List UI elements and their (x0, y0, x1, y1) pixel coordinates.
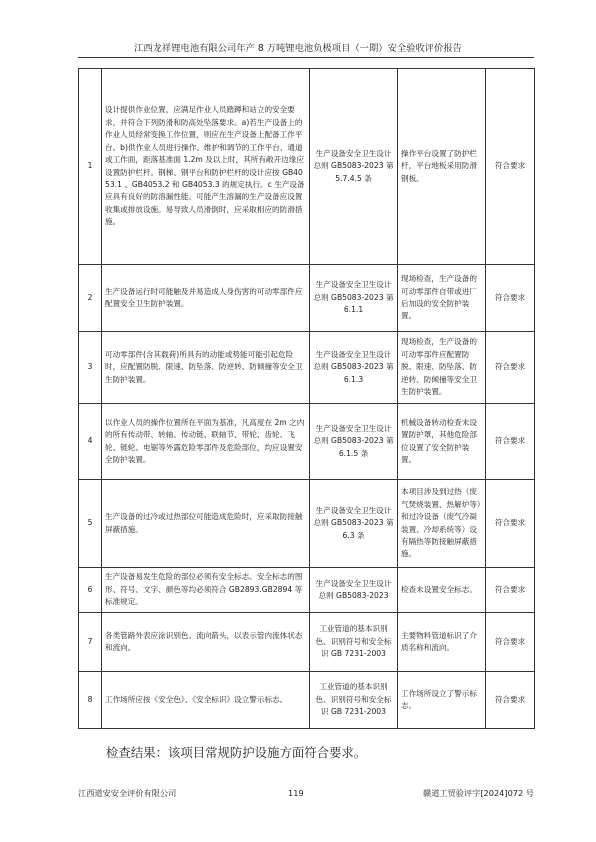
table-row (79, 332, 535, 404)
result-cell: 符合要求 (486, 404, 535, 480)
result-cell: 符合要求 (486, 69, 535, 265)
check-cell: 工作场所设立了警示标志。 (398, 672, 486, 729)
check-cell: 现场检查，生产设备的可动零部件应配置防脱、限速、防坠落、防逆转、防倾撞等安全卫生防护装置。 (398, 332, 486, 404)
check-cell: 检查未设置安全标志。 (398, 568, 486, 613)
requirement-cell: 设计提供作业位置，应满足作业人员踏蹲和站立的安全要求，并符合下列防滑和防高处坠落要求。a)若生产设备上的作业人员经常变换工作位置，则应在生产设备上配备工作平台。b)供作业人员进行操作、维护和调节的工作平台、通道或工作面，距落基准面 1.2m 及以上时，其所有敞开边缘应设置防护栏杆。钢梯、钢平台和防护栏杆的设计应按 GB4053.1 、GB4053.2 和 GB4053.3 的规定执行。c 生产设备应具有良好的防溶漏性能。可能产生溶漏的生产设备应设置收集或排放设施。易导致人员滑倒时，应采取相应的防滑措施。 (102, 69, 310, 265)
result-cell: 符合要求 (486, 332, 535, 404)
item-number: 5 (79, 480, 102, 568)
requirement-cell: 以作业人员的操作位置所在平面为基准，凡高度在 2m 之内的所有传动带、转轴、传动链、联轴节、带轮、齿轮、飞轮、链轮、电锯等外露危险零部件及危险部位，均应设置安全防护装置。 (102, 404, 310, 480)
item-number: 3 (79, 332, 102, 404)
document-number: 赣道工贸验评字[2024]072 号 (423, 788, 534, 798)
result-cell: 符合要求 (486, 568, 535, 613)
item-number: 2 (79, 265, 102, 332)
footer-company: 江西道安安全评价有限公司 (78, 788, 177, 798)
result-cell: 符合要求 (486, 265, 535, 332)
table-row (79, 613, 535, 672)
basis-cell: 工业管道的基本识别色、识别符号和安全标识 GB 7231-2003 (310, 613, 398, 672)
result-cell: 符合要求 (486, 672, 535, 729)
table-row (79, 672, 535, 729)
requirement-cell: 生产设备的过冷或过热部位可能造成危险时，应采取防接触屏蔽措施。 (102, 480, 310, 568)
page-number: 119 (288, 788, 304, 798)
basis-cell: 工业管道的基本识别色、识别符号和安全标识 GB 7231-2003 (310, 672, 398, 729)
check-cell: 本项目涉及到过热（废气焚烧装置、热解炉等）和过冷设备（废气冷凝装置、冷却系统等）设有隔热等防接触屏蔽措施。 (398, 480, 486, 568)
table-row (79, 69, 535, 265)
check-cell: 操作平台设置了防护栏杆，平台地板采用防滑钢板。 (398, 69, 486, 265)
check-cell: 机械设备转动检查未设置防护罩，其他危险部位设置了安全防护装置。 (398, 404, 486, 480)
check-cell: 主要物料管道标识了介质名称和流向。 (398, 613, 486, 672)
table-row (79, 265, 535, 332)
requirement-cell: 各类管路外表应涂识别色、流向箭头，以表示管内流体状态和流向。 (102, 613, 310, 672)
requirement-cell: 工作场所应按《安全色》、《安全标识》设立警示标志。 (102, 672, 310, 729)
table-row (79, 480, 535, 568)
result-cell: 符合要求 (486, 613, 535, 672)
check-cell: 现场检查，生产设备的可动零部件自带或进厂后加设的安全防护装置。 (398, 265, 486, 332)
basis-cell: 生产设备安全卫生设计总则 GB5083-2023 第 6.3 条 (310, 480, 398, 568)
item-number: 8 (79, 672, 102, 729)
basis-cell: 生产设备安全卫生设计总则 GB5083-2023 第 5.7.4.5 条 (310, 69, 398, 265)
table-row (79, 404, 535, 480)
page-header: 江西龙祥锂电池有限公司年产 8 万吨锂电池负极项目（一期）安全验收评价报告 (134, 43, 462, 54)
basis-cell: 生产设备安全卫生设计总则 GB5083-2023 第 6.1.3 (310, 332, 398, 404)
result-cell: 符合要求 (486, 480, 535, 568)
item-number: 1 (79, 69, 102, 265)
item-number: 6 (79, 568, 102, 613)
inspection-table (78, 68, 535, 729)
inspection-conclusion: 检查结果：该项目常规防护设施方面符合要求。 (106, 745, 367, 760)
basis-cell: 生产设备安全卫生设计总则 GB5083-2023 第 6.1.1 (310, 265, 398, 332)
header-divider (78, 57, 534, 58)
basis-cell: 生产设备安全卫生设计总则 GB5083-2023 第 6.1.5 条 (310, 404, 398, 480)
requirement-cell: 生产设备易发生危险的部位必须有安全标志。安全标志的图形、符号、文字、颜色等均必须符合 GB2893.GB2894 等标准规定。 (102, 568, 310, 613)
requirement-cell: 可动零部件(含其载荷)所具有的动能或势能可能引起危险时，应配置防脱、限速、防坠落、防逆转、防倾撞等安全卫生防护装置。 (102, 332, 310, 404)
table-row (79, 568, 535, 613)
item-number: 4 (79, 404, 102, 480)
requirement-cell: 生产设备运行时可能触及并易造成人身伤害的可动零部件应配置安全卫生防护装置。 (102, 265, 310, 332)
basis-cell: 生产设备安全卫生设计总则 GB5083-2023 (310, 568, 398, 613)
item-number: 7 (79, 613, 102, 672)
